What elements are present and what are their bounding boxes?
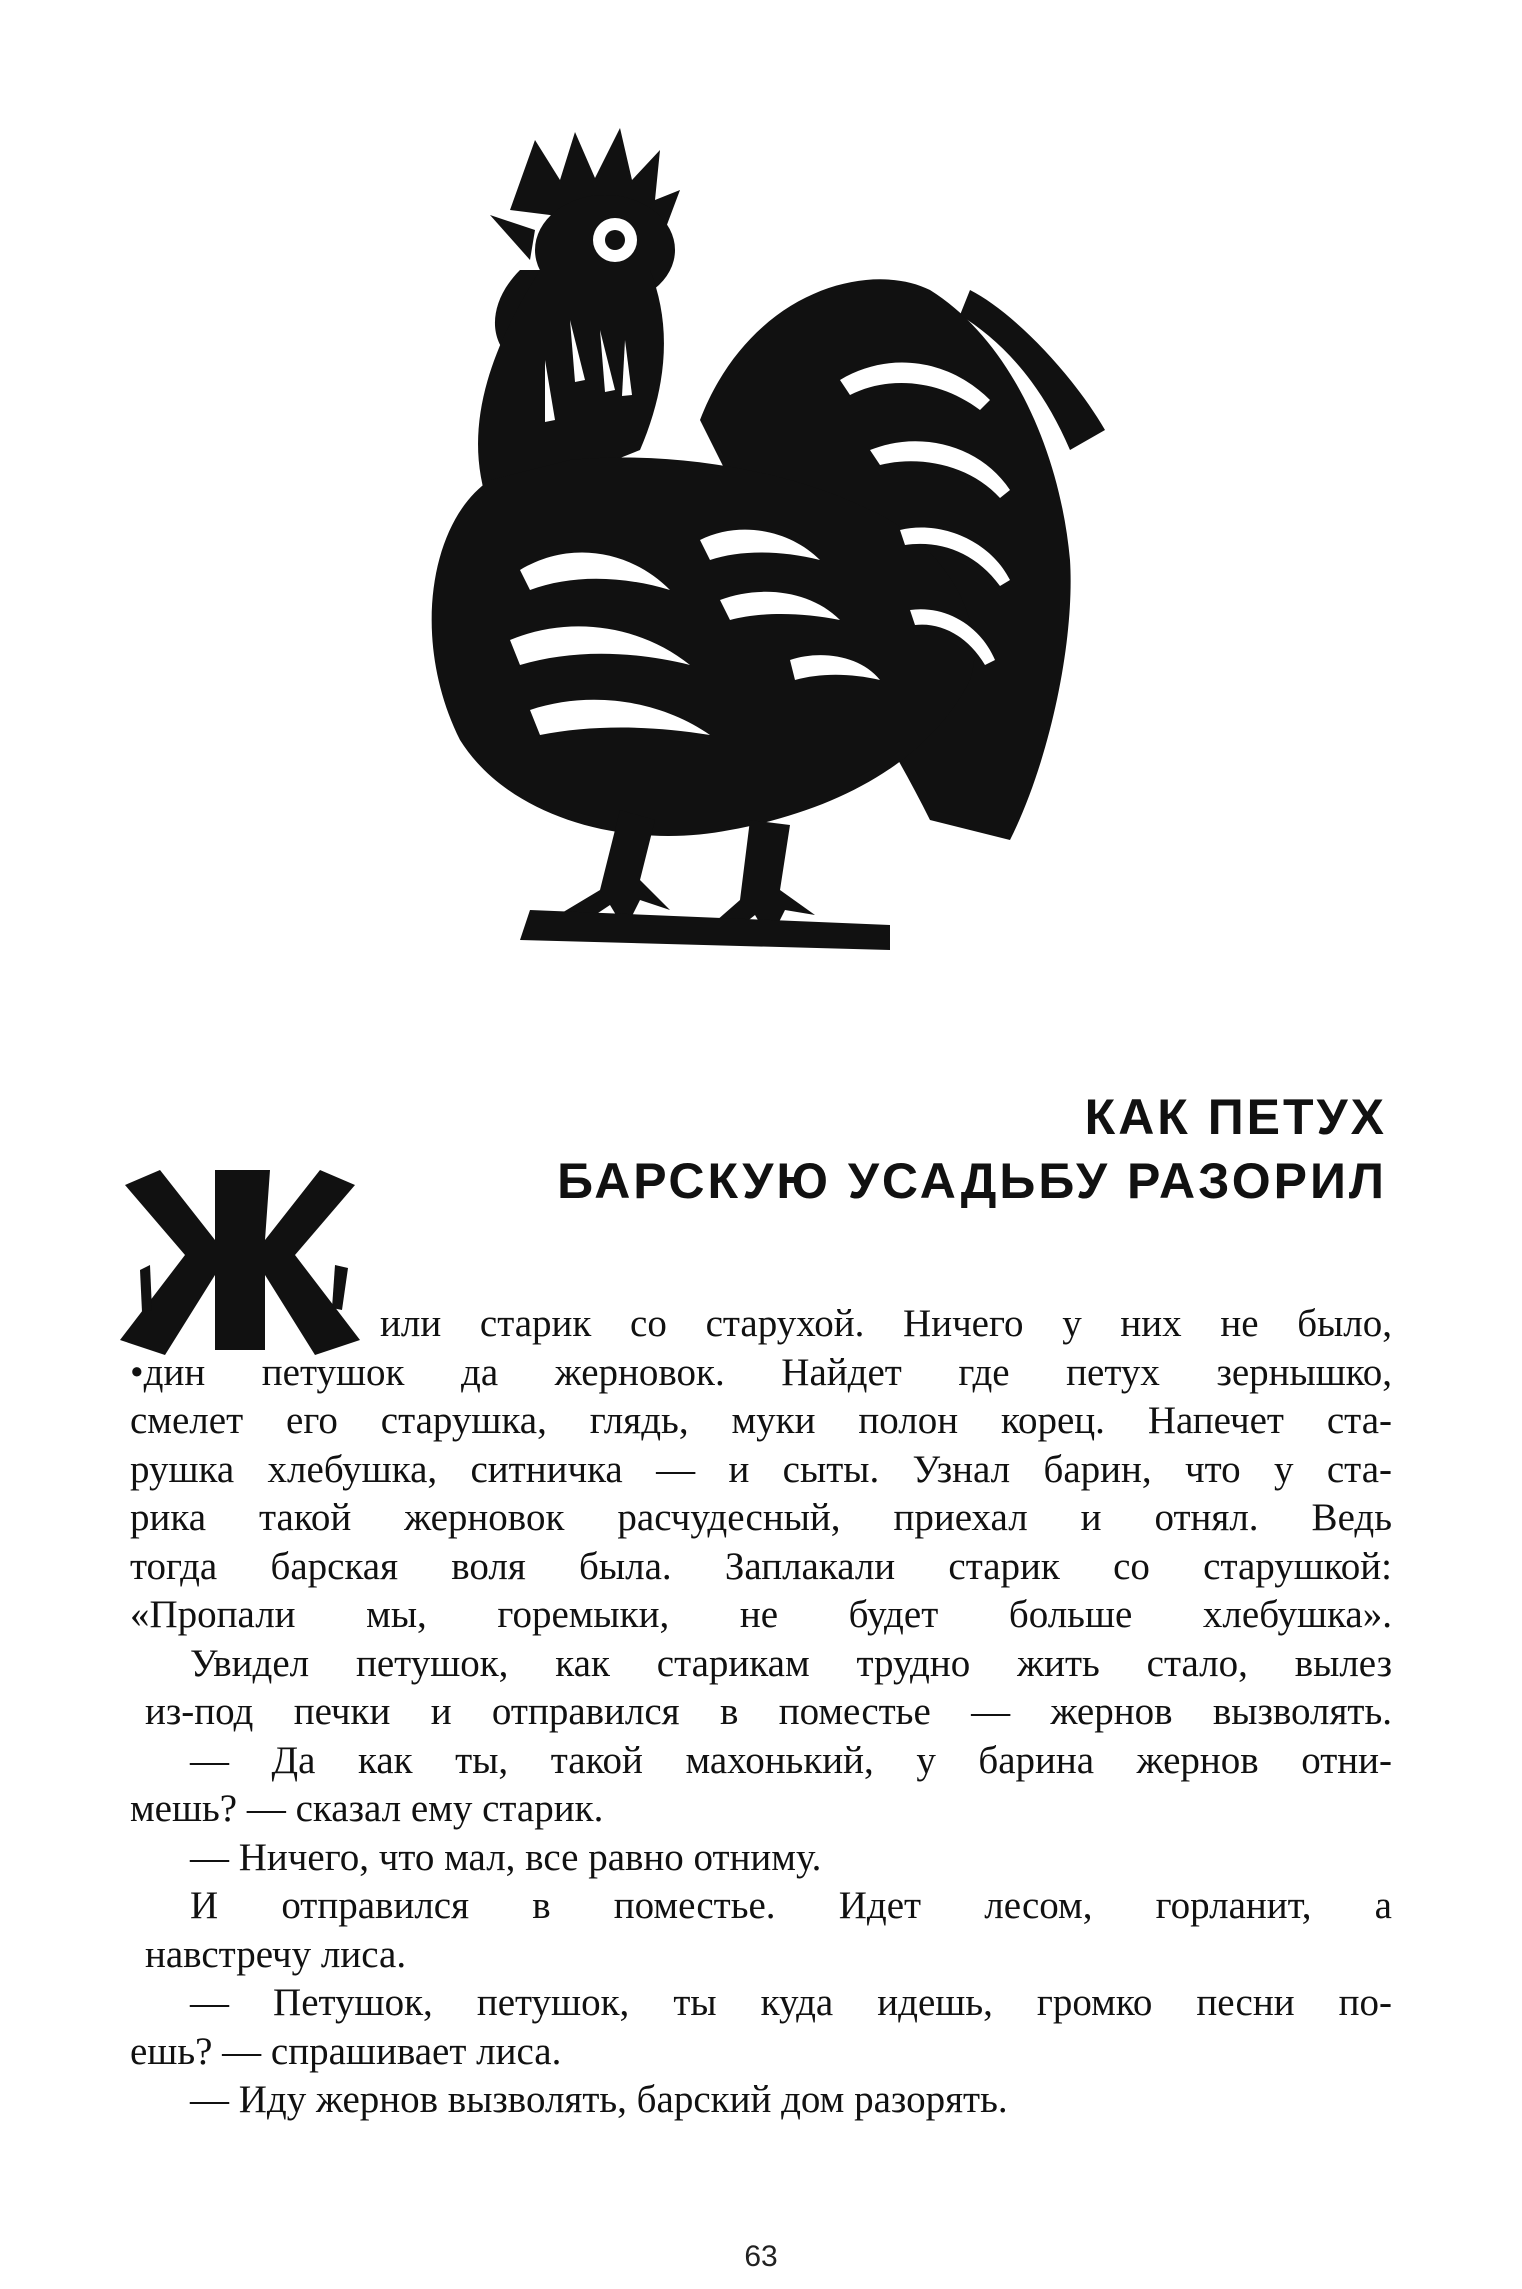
text-line: Увидел петушок, как старикам трудно жить стало, вылез [190,1641,1392,1685]
title-line-1: КАК ПЕТУХ [1084,1089,1387,1145]
text-line: •дин петушок да жерновок. Найдет где петух зернышко, [130,1350,1392,1394]
rooster-woodcut-icon [370,120,1130,950]
text-line: или старик со старухой. Ничего у них не было, [380,1302,1392,1345]
text-line: рика такой жерновок расчудесный, приехал и отнял. Ведь [130,1496,1392,1539]
text-line: И отправился в поместье. Идет лесом, горланит, а [190,1884,1392,1927]
text-line: «Пропали мы, горемыки, не будет больше хлебушка». [130,1593,1392,1636]
text-line: — Ничего, что мал, все равно отниму. [190,1835,822,1879]
text-line: мешь? — сказал ему старик. [130,1787,604,1830]
title-line-2: БАРСКУЮ УСАДЬБУ РАЗОРИЛ [557,1153,1387,1209]
text-line: тогда барская воля была. Заплакали старик со старушкой: [130,1544,1392,1588]
text-line: — Петушок, петушок, ты куда идешь, громко песни по- [190,1981,1392,2024]
text-line: навстречу лиса. [145,1932,407,1976]
text-line: — Иду жернов вызволять, барский дом разорять. [190,2078,1008,2121]
page-number: 63 [744,2240,778,2273]
text-line: из-под печки и отправился в поместье — жернов вызволять. [145,1690,1392,1733]
text-line: смелет его старушка, глядь, муки полон корец. Напечет ста- [130,1399,1392,1442]
story-title [487,1085,1387,1213]
text-line: — Да как ты, такой махонький, у барина жернов отни- [190,1738,1392,1782]
text-line: ешь? — спрашивает лиса. [130,2029,562,2073]
text-line: рушка хлебушка, ситничка — и сыты. Узнал барин, что у ста- [130,1447,1392,1491]
story-text [130,1300,1392,2125]
